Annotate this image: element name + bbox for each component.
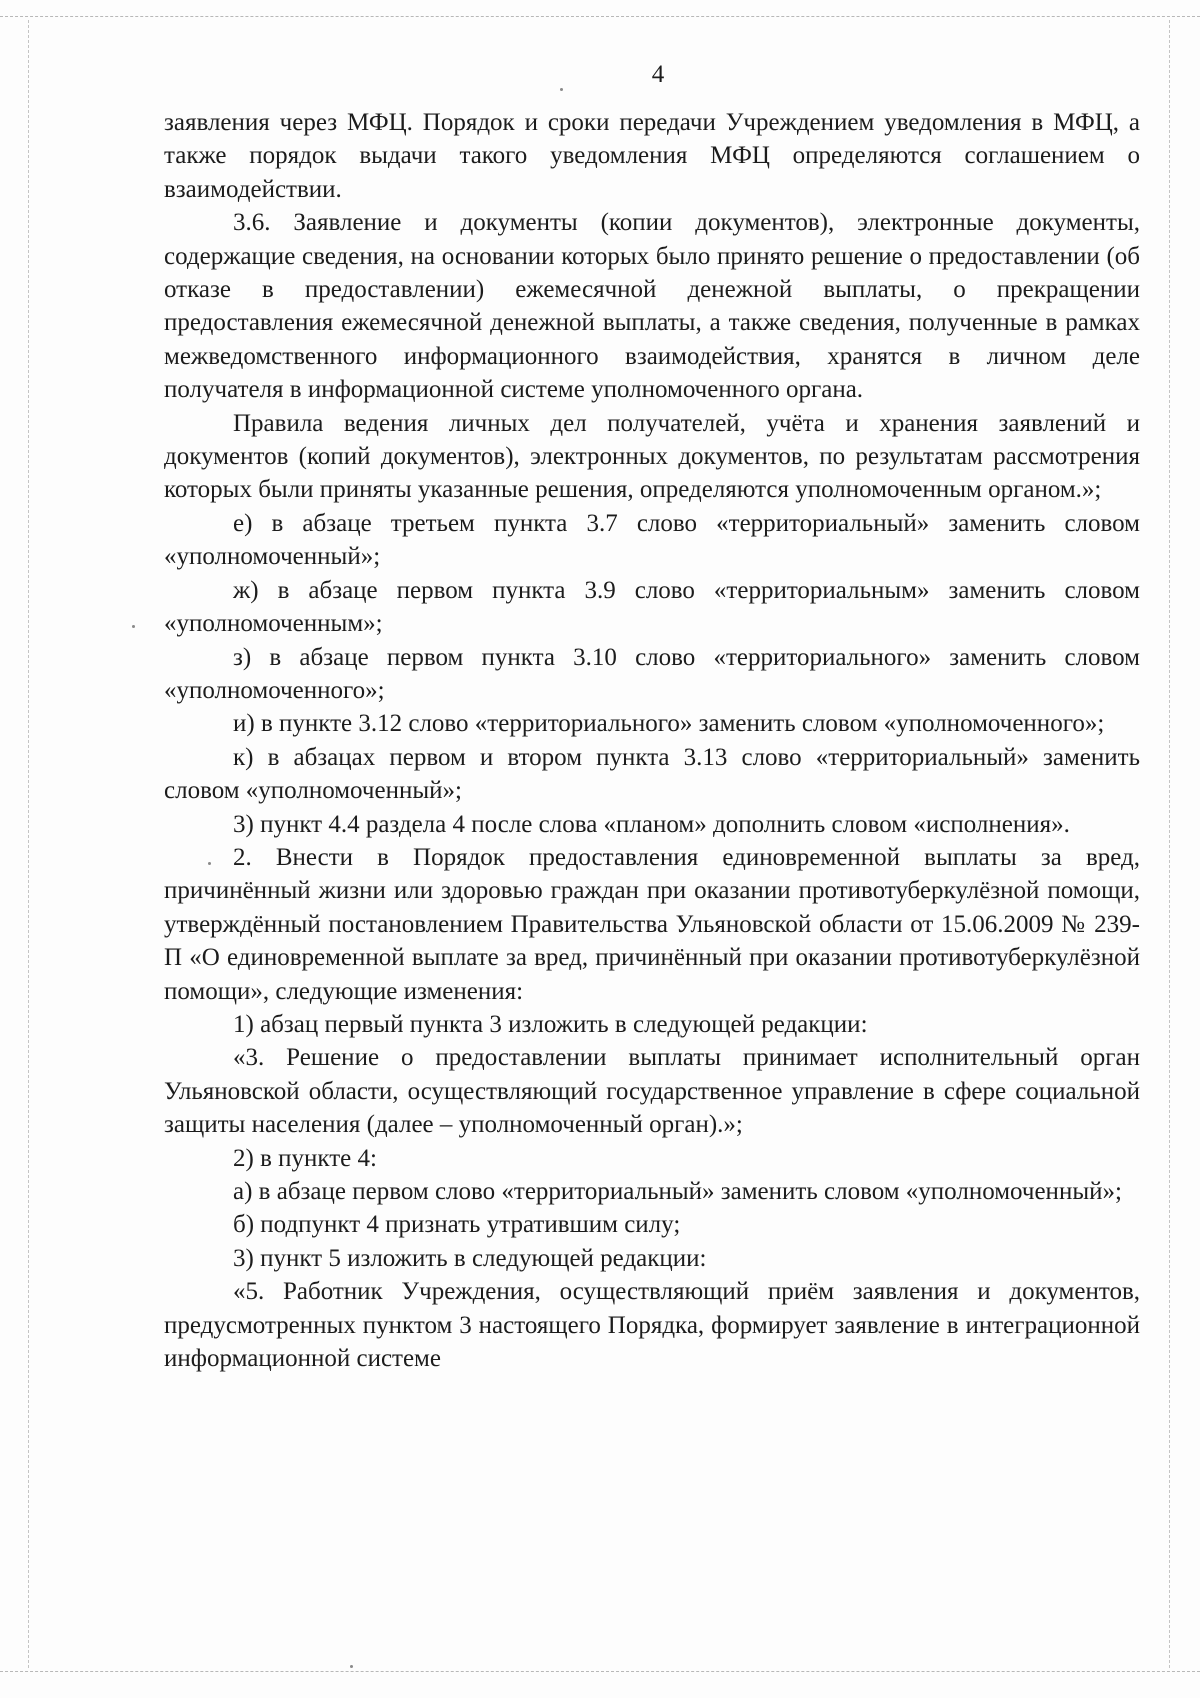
paragraph-item-e: е) в абзаце третьем пункта 3.7 слово «территориальный» заменить словом «уполномоченный»; — [164, 509, 1140, 571]
paragraph-item-zh: ж) в абзаце первом пункта 3.9 слово «территориальным» заменить словом «уполномоченным»; — [164, 576, 1140, 638]
scan-speck — [560, 88, 563, 91]
paragraph-quote-5: «5. Работник Учреждения, осуществляющий приём заявления и документов, предусмотренных пунктом 3 настоящего Порядка, формирует заявление в интеграционной информационной системе — [164, 1278, 1140, 1373]
scan-speck — [132, 625, 135, 628]
paragraph-continuation: заявления через МФЦ. Порядок и сроки передачи Учреждением уведомления в МФЦ, а также порядок выдачи такого уведомления МФЦ определяются соглашением о взаимодействии. — [164, 109, 1140, 203]
paragraph-3-6: 3.6. Заявление и документы (копии документов), электронные документы, содержащие сведения, на основании которых было принято решение о предоставлении (об отказе в предоставлении) ежемесячной денежной выплаты, о прекращении предоставления ежемесячной денежной выплаты, а также сведения, полученные в рамках межведомственного информационного взаимодействия, хранятся в личном деле получателя в информационной системе уполномоченного органа. — [164, 209, 1140, 404]
paragraph-item-i: и) в пункте 3.12 слово «территориального» заменить словом «уполномоченного»; — [233, 710, 1105, 738]
paragraph-sub-3: 3) пункт 5 изложить в следующей редакции: — [233, 1244, 707, 1272]
paragraph-item-3: 3) пункт 4.4 раздела 4 после слова «планом» дополнить словом «исполнения». — [233, 810, 1070, 838]
paragraph-sub-2: 2) в пункте 4: — [233, 1144, 377, 1172]
paragraph-item-k: к) в абзацах первом и втором пункта 3.13 слово «территориальный» заменить словом «уполномоченный»; — [164, 743, 1140, 805]
scan-speck — [208, 862, 211, 865]
page-number: 4 — [651, 61, 665, 88]
paragraph-item-z: з) в абзаце первом пункта 3.10 слово «территориального» заменить словом «уполномоченного»; — [164, 643, 1140, 704]
scan-edge-right — [1169, 20, 1170, 1668]
paragraph-rules: Правила ведения личных дел получателей, учёта и хранения заявлений и документов (копий документов), электронных документов, по результатам рассмотрения которых были приняты указанные решения, определяются уполномоченным органом.»; — [164, 409, 1140, 504]
paragraph-sub-a: а) в абзаце первом слово «территориальный» заменить словом «уполномоченный»; — [233, 1178, 1122, 1205]
scan-speck — [350, 1665, 353, 1668]
paragraph-quote-3: «3. Решение о предоставлении выплаты принимает исполнительный орган Ульяновской области, осуществляющий государственное управление в сфере социальной защиты населения (далее – уполномоченный орган).»; — [164, 1044, 1140, 1139]
paragraph-sub-1: 1) абзац первый пункта 3 изложить в следующей редакции: — [233, 1010, 868, 1038]
scan-edge-left — [28, 20, 29, 1668]
paragraph-sub-b: б) подпункт 4 признать утратившим силу; — [233, 1211, 681, 1239]
scan-edge-bottom — [0, 1671, 1200, 1672]
paragraph-section-2: 2. Внести в Порядок предоставления единовременной выплаты за вред, причинённый жизни или здоровью граждан при оказании противотуберкулёзной помощи, утверждённый постановлением Правительства Ульяновской области от 15.06.2009 № 239-П «О единовременной выплате за вред, причинённый при оказании противотуберкулёзной помощи», следующие изменения: — [164, 843, 1140, 1005]
scan-edge-top — [0, 16, 1200, 17]
document-body — [164, 106, 1140, 1375]
